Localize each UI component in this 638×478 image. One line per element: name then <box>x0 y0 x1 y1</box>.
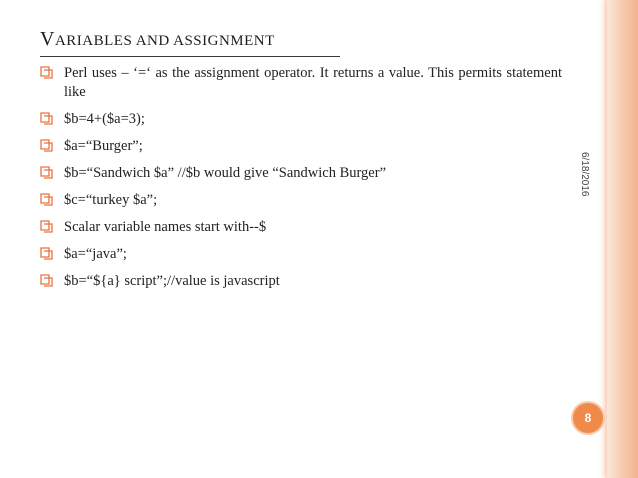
bullet-text: Scalar variable names start with--$ <box>64 219 267 235</box>
hollow-square-bullet-icon <box>40 246 54 260</box>
bullet-item <box>42 137 562 156</box>
bullet-text: $a=“Burger”; <box>64 138 143 154</box>
bullet-list <box>42 64 562 299</box>
hollow-square-bullet-icon <box>40 273 54 287</box>
slide-date: 6/18/2016 <box>579 152 590 197</box>
bullet-text: $b=“Sandwich $a” //$b would give “Sandwich Burger” <box>64 165 387 181</box>
bullet-text: $c=“turkey $a”; <box>64 192 158 208</box>
right-decorative-band <box>607 0 638 478</box>
bullet-text: Perl uses – ‘=‘ as the assignment operator. It returns a value. This permits statement like <box>64 65 562 100</box>
bullet-item <box>42 191 562 210</box>
bullet-item <box>42 272 562 291</box>
bullet-item <box>42 110 562 129</box>
bullet-item <box>42 64 562 102</box>
title-first-letter: V <box>40 28 55 50</box>
title-underline <box>40 56 340 57</box>
hollow-square-bullet-icon <box>40 111 54 125</box>
hollow-square-bullet-icon <box>40 165 54 179</box>
bullet-item <box>42 245 562 264</box>
bullet-text: $a=“java”; <box>64 246 127 262</box>
hollow-square-bullet-icon <box>40 65 54 79</box>
hollow-square-bullet-icon <box>40 219 54 233</box>
page-number-badge: 8 <box>573 403 603 433</box>
bullet-text: $b=4+($a=3); <box>64 111 145 127</box>
title-rest: ARIABLES AND ASSIGNMENT <box>54 33 275 49</box>
hollow-square-bullet-icon <box>40 138 54 152</box>
bullet-text: $b=“${a} script”;//value is javascript <box>64 273 280 289</box>
bullet-item <box>42 218 562 237</box>
hollow-square-bullet-icon <box>40 192 54 206</box>
slide-title <box>40 28 275 51</box>
bullet-item <box>42 164 562 183</box>
